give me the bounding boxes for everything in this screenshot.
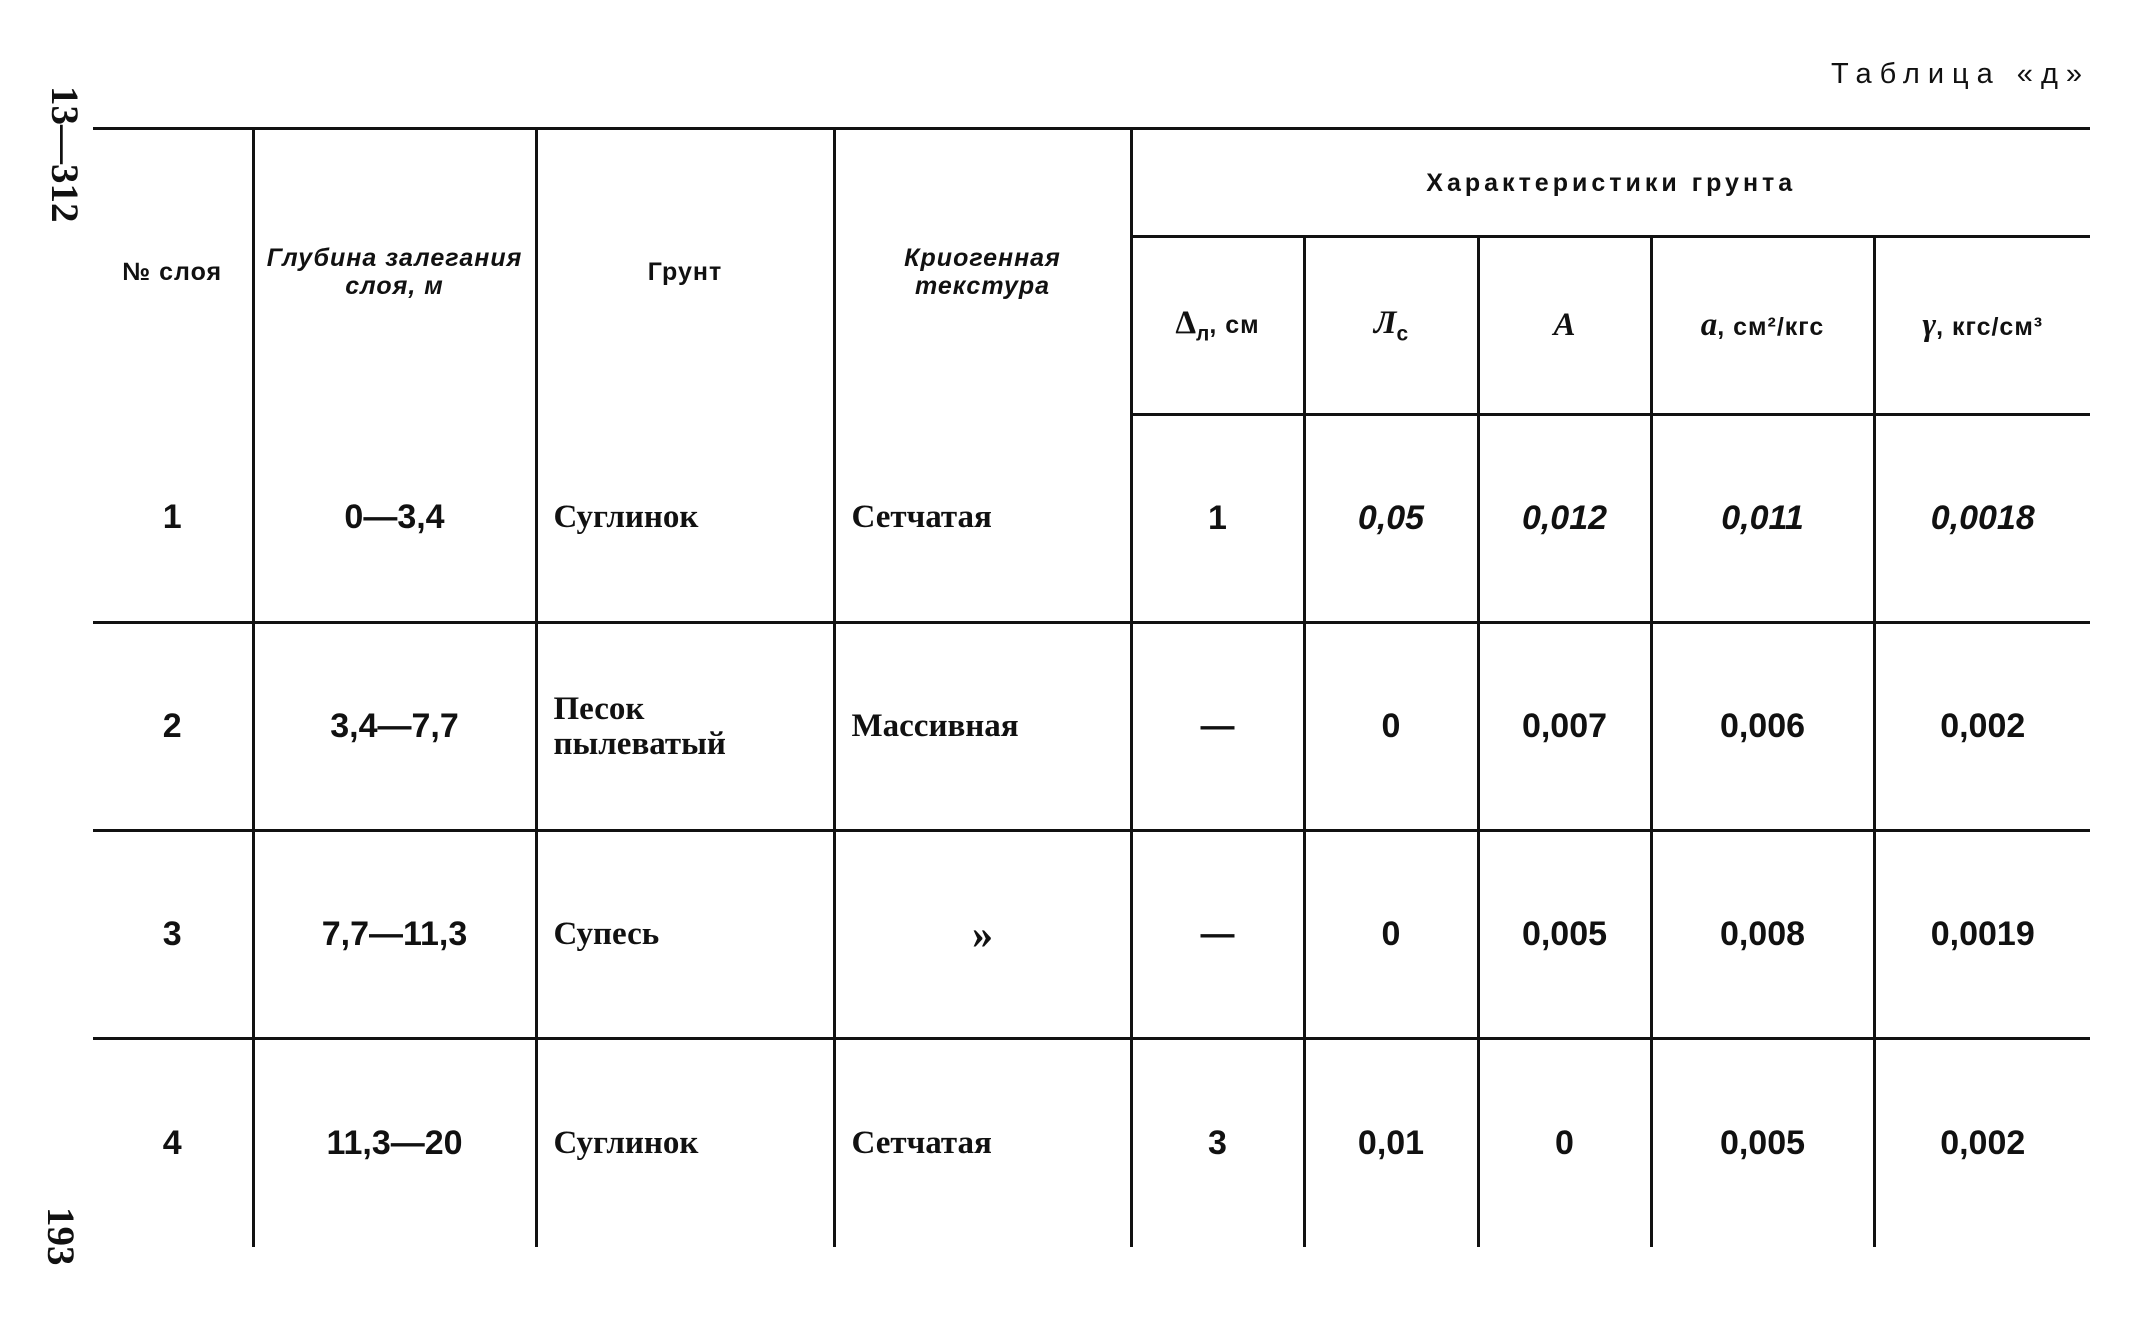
layer-number-cell: 2 <box>93 623 253 831</box>
gamma-cell: 0,0018 <box>1874 415 2090 623</box>
lc-cell: 0 <box>1304 831 1478 1039</box>
delta-symbol-text: Δ <box>1175 304 1197 341</box>
table-title: Таблица «д» <box>1831 58 2090 90</box>
a-lower-cell: 0,008 <box>1651 831 1874 1039</box>
soil-characteristics-table <box>93 127 2090 1247</box>
a-lower-cell: 0,006 <box>1651 623 1874 831</box>
a-upper-cell: 0,007 <box>1478 623 1651 831</box>
document-code: 13—312 <box>43 86 86 223</box>
gamma-symbol: γ <box>1922 307 1937 343</box>
a-upper-symbol: A <box>1553 307 1576 343</box>
header-soil-characteristics <box>1131 129 2090 237</box>
layer-number-cell: 4 <box>93 1039 253 1247</box>
delta-cell: — <box>1131 623 1304 831</box>
depth-cell: 11,3—20 <box>253 1039 536 1247</box>
layer-number-cell: 3 <box>93 831 253 1039</box>
ditto-mark: » <box>972 911 993 958</box>
header-texture <box>834 129 1131 415</box>
page-number: 193 <box>39 1207 82 1266</box>
header-gamma <box>1874 237 2090 415</box>
lc-cell: 0,01 <box>1304 1039 1478 1247</box>
header-a-lower <box>1651 237 1874 415</box>
soil-cell: Супесь <box>536 831 834 1039</box>
lc-symbol-text: Л <box>1373 304 1397 341</box>
depth-cell: 0—3,4 <box>253 415 536 623</box>
header-layer-number-label: № слоя <box>122 258 223 287</box>
texture-cell: Массивная <box>834 623 1131 831</box>
table-body <box>93 415 2090 1248</box>
lc-symbol <box>1373 304 1409 346</box>
a-lower-cell: 0,011 <box>1651 415 1874 623</box>
soil-cell: Суглинок <box>536 1039 834 1247</box>
table-row <box>93 831 2090 1039</box>
depth-cell: 3,4—7,7 <box>253 623 536 831</box>
a-lower-cell: 0,005 <box>1651 1039 1874 1247</box>
delta-cell: 1 <box>1131 415 1304 623</box>
header-soil-characteristics-label: Характеристики грунта <box>1426 168 1797 197</box>
gamma-cell: 0,002 <box>1874 623 2090 831</box>
lc-subscript: с <box>1396 322 1409 346</box>
gamma-cell: 0,002 <box>1874 1039 2090 1247</box>
lc-cell: 0,05 <box>1304 415 1478 623</box>
header-layer-number <box>93 129 253 415</box>
depth-cell: 7,7—11,3 <box>253 831 536 1039</box>
texture-cell: Сетчатая <box>834 1039 1131 1247</box>
texture-cell: Сетчатая <box>834 415 1131 623</box>
delta-symbol <box>1175 304 1210 346</box>
header-soil-label: Грунт <box>647 258 723 287</box>
header-delta-l <box>1131 237 1304 415</box>
delta-cell: — <box>1131 831 1304 1039</box>
delta-subscript: л <box>1196 322 1210 346</box>
table-row <box>93 623 2090 831</box>
delta-cell: 3 <box>1131 1039 1304 1247</box>
gamma-unit: , кгс/см³ <box>1936 313 2044 341</box>
table-row <box>93 1039 2090 1247</box>
a-upper-cell: 0 <box>1478 1039 1651 1247</box>
a-upper-cell: 0,012 <box>1478 415 1651 623</box>
header-texture-label: Криогенная текстура <box>904 244 1061 301</box>
gamma-cell: 0,0019 <box>1874 831 2090 1039</box>
header-depth-label: Глубина залегания слоя, м <box>266 244 523 301</box>
soil-cell: Суглинок <box>536 415 834 623</box>
texture-cell <box>834 831 1131 1039</box>
header-a-upper <box>1478 237 1651 415</box>
header-soil <box>536 129 834 415</box>
a-upper-cell: 0,005 <box>1478 831 1651 1039</box>
table-header <box>93 129 2090 415</box>
header-lc <box>1304 237 1478 415</box>
a-lower-symbol: a <box>1700 307 1718 343</box>
delta-unit: , см <box>1209 310 1260 339</box>
soil-cell: Песок пылеватый <box>536 623 834 831</box>
header-depth <box>253 129 536 415</box>
table-row <box>93 415 2090 623</box>
lc-cell: 0 <box>1304 623 1478 831</box>
a-lower-unit: , см²/кгс <box>1717 313 1825 341</box>
header-row-top <box>93 129 2090 237</box>
layer-number-cell: 1 <box>93 415 253 623</box>
